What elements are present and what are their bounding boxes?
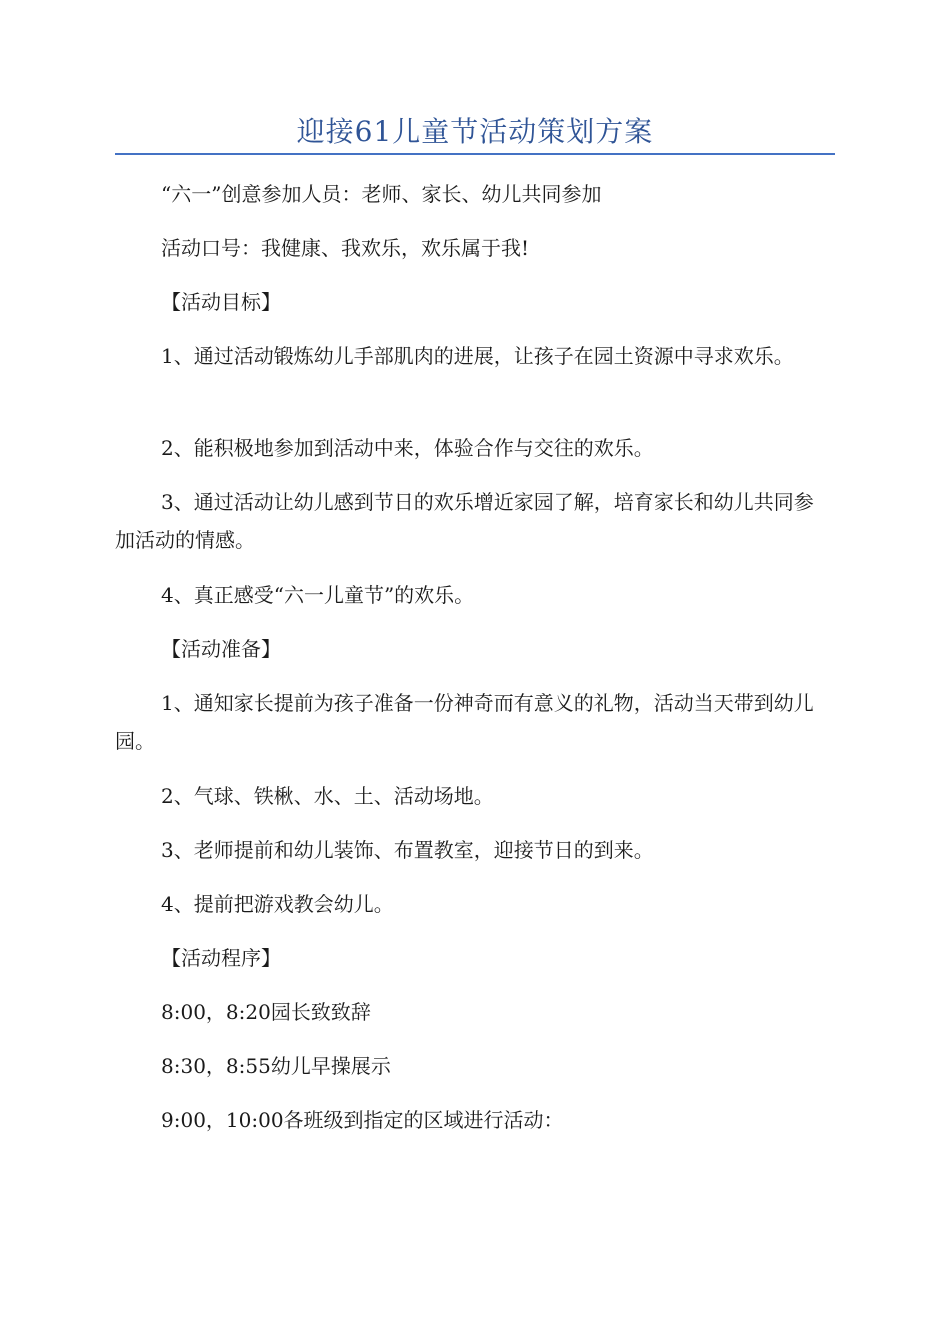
paragraph-goal-1: 1、通过活动锻炼幼儿手部肌肉的进展，让孩子在园土资源中寻求欢乐。	[161, 344, 794, 368]
paragraph-schedule-3: 9:00，10:00各班级到指定的区域进行活动：	[161, 1108, 564, 1132]
paragraph-schedule-2: 8:30，8:55幼儿早操展示	[161, 1054, 391, 1078]
paragraph-schedule-1: 8:00，8:20园长致致辞	[161, 1000, 371, 1024]
paragraph-prep-1: 1、通知家长提前为孩子准备一份神奇而有意义的礼物，活动当天带到幼儿园。	[115, 691, 814, 753]
paragraph-goal-2: 2、能积极地参加到活动中来，体验合作与交往的欢乐。	[161, 436, 654, 460]
heading-goals: 【活动目标】	[161, 290, 281, 314]
paragraph-goal-4: 4、真正感受“六一儿童节”的欢乐。	[161, 583, 475, 607]
paragraph-participants: “六一”创意参加人员：老师、家长、幼儿共同参加	[161, 182, 602, 206]
title-underline	[115, 153, 835, 155]
paragraph-prep-3: 3、老师提前和幼儿装饰、布置教室，迎接节日的到来。	[161, 838, 654, 862]
paragraph-prep-4: 4、提前把游戏教会幼儿。	[161, 892, 394, 916]
heading-preparation: 【活动准备】	[161, 637, 281, 661]
document-title: 迎接61儿童节活动策划方案	[296, 115, 654, 148]
paragraph-slogan: 活动口号：我健康、我欢乐，欢乐属于我!	[161, 236, 530, 260]
paragraph-goal-3: 3、通过活动让幼儿感到节日的欢乐增近家园了解，培育家长和幼儿共同参加活动的情感。	[115, 490, 814, 552]
heading-procedure: 【活动程序】	[161, 946, 281, 970]
paragraph-prep-2: 2、气球、铁楸、水、土、活动场地。	[161, 784, 494, 808]
